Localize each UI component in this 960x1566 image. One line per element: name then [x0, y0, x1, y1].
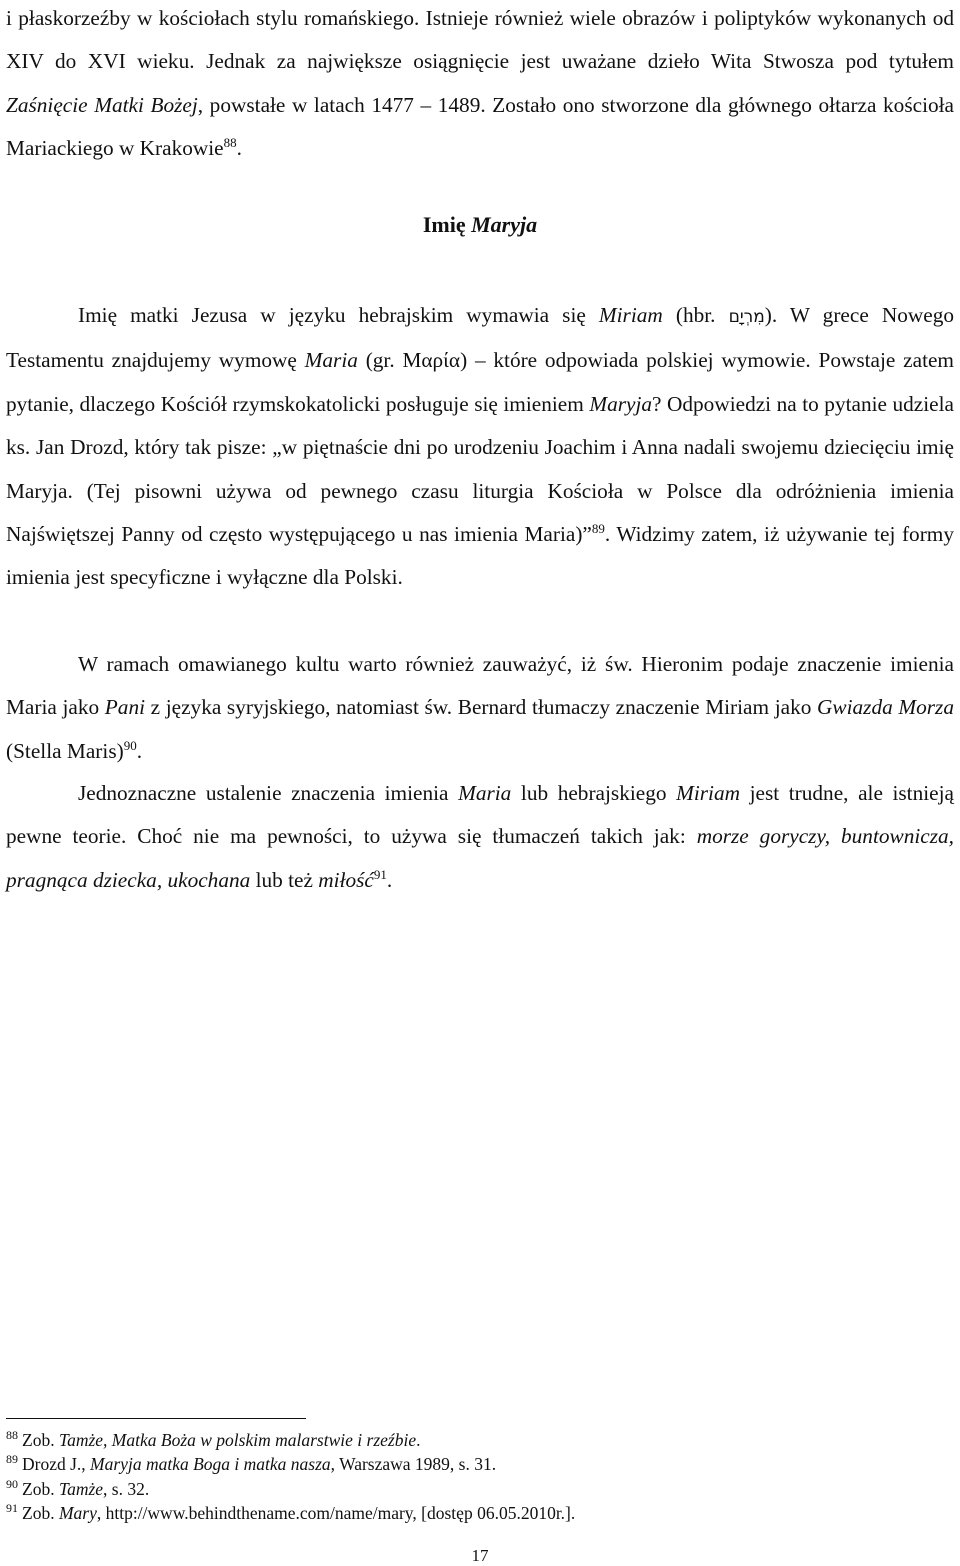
italic-term: Pani [104, 695, 146, 720]
footnote-text: , http://www.behindthename.com/name/mary, [dostęp 06.05.2010r.]. [96, 1502, 576, 1523]
paragraph-name-theories [6, 772, 954, 902]
footnote-text: , s. 32. [103, 1478, 150, 1499]
hebrew-word: מִרְיָם [728, 307, 765, 327]
italic-term: Miriam [598, 303, 663, 327]
footnote-text: Zob. [22, 1502, 59, 1523]
text-run: (gr. Μαρία) – które odpowiada polskiej wymowie. Powstaje zatem pytanie, dlaczego Kościół rzymskokatolicki posługuje się imieniem [6, 348, 954, 416]
italic-title: Zaśnięcie Matki Bożej [6, 92, 198, 117]
paragraph-name-meaning [6, 643, 954, 773]
footnotes [6, 1428, 954, 1525]
footnote-text: Drozd J., [22, 1454, 91, 1475]
footnote-title: Tamże [58, 1478, 104, 1499]
text-run: ). W grece Nowego Testamentu znajdujemy wymowę [6, 303, 955, 373]
italic-term: Maria [304, 348, 358, 373]
heading-plain: Imię [422, 212, 472, 237]
footnote-89 [6, 1452, 954, 1476]
footnote-number: 88 [6, 1428, 18, 1443]
footnote-ref-88[interactable]: 88 [223, 135, 237, 151]
italic-term: Miriam [676, 781, 741, 805]
text-run: . [386, 867, 393, 892]
page-number: 17 [471, 1546, 489, 1565]
text-run: W ramach omawianego kultu warto również zauważyć, iż św. Hieronim podaje znaczenie imienia Maria jako [6, 652, 954, 720]
footnote-90 [6, 1477, 954, 1501]
section-heading [0, 212, 960, 238]
footnote-ref-91[interactable]: 91 [373, 866, 387, 882]
text-run: jest trudne, ale istnieją pewne teorie. Choć nie ma pewności, to używa się tłumaczeń takich jak: [6, 781, 954, 849]
text-run: lub też [250, 867, 319, 892]
footnote-title: Tamże, Matka Boża w polskim malarstwie i rzeźbie [58, 1430, 417, 1450]
footnote-ref-90[interactable]: 90 [123, 737, 137, 753]
heading-italic: Maryja [471, 212, 538, 237]
footnote-88 [6, 1428, 954, 1452]
footnote-number: 90 [6, 1476, 18, 1491]
text-run: z języka syryjskiego, natomiast św. Bernard tłumaczy znaczenie Miriam jako [145, 695, 818, 720]
text-run: Imię matki Jezusa w języku hebrajskim wymawia się [78, 303, 599, 327]
footnote-text: , Warszawa 1989, s. 31. [330, 1454, 497, 1475]
text-run: (hbr. [662, 303, 729, 327]
italic-term: Gwiazda Morza [817, 695, 954, 720]
footnote-text: Zob. [22, 1430, 59, 1450]
footnote-text: Zob. [22, 1478, 59, 1499]
paragraph-romanesque-art [6, 0, 954, 171]
text-run: ? Odpowiedzi na to pytanie udziela ks. Jan Drozd, który tak pisze: „w piętnaście dni po urodzeniu Joachim i Anna nadali swojemu dziecięciu imię Maryja. (Tej pisowni używa od pewnego czasu liturgia Kościoła w Polsce dla odróżnienia imienia Najświętszej Panny od często występującego u nas imienia Maria)” [6, 391, 954, 547]
footnote-91 [6, 1501, 954, 1525]
italic-term: morze goryczy, buntownicza, pragnąca dziecka, ukochana [6, 824, 954, 892]
text-run: i płaskorzeźby w kościołach stylu romańskiego. Istnieje również wiele obrazów i poliptyków wykonanych od XIV do XVI wieku. Jednak za największe osiągnięcie jest uważane dzieło Wita Stwosza pod tytułem [6, 6, 954, 74]
footnote-ref-89[interactable]: 89 [591, 520, 605, 536]
text-run: , powstałe w latach 1477 – 1489. Zostało ono stworzone dla głównego ołtarza kościoła Mariackiego w Krakowie [6, 92, 955, 161]
text-run: . [236, 136, 242, 161]
text-run: (Stella Maris) [6, 738, 124, 763]
italic-term: Maryja [589, 391, 653, 416]
italic-term: miłość [318, 867, 374, 892]
text-run: lub hebrajskiego [511, 781, 677, 805]
text-run: . [136, 738, 143, 763]
text-run: Jednoznaczne ustalenie znaczenia imienia [78, 781, 459, 805]
footnote-number: 89 [6, 1452, 18, 1467]
footnote-separator [6, 1418, 306, 1419]
footnote-title: Mary [58, 1502, 97, 1523]
footnote-text: . [416, 1430, 421, 1450]
footnote-number: 91 [6, 1501, 18, 1516]
text-run: . Widzimy zatem, iż używanie tej formy imienia jest specyficzne i wyłączne dla Polski. [6, 522, 955, 590]
paragraph-name-origin [6, 294, 954, 600]
footnote-title: Maryja matka Boga i matka nasza [90, 1454, 331, 1475]
italic-term: Maria [458, 781, 512, 805]
